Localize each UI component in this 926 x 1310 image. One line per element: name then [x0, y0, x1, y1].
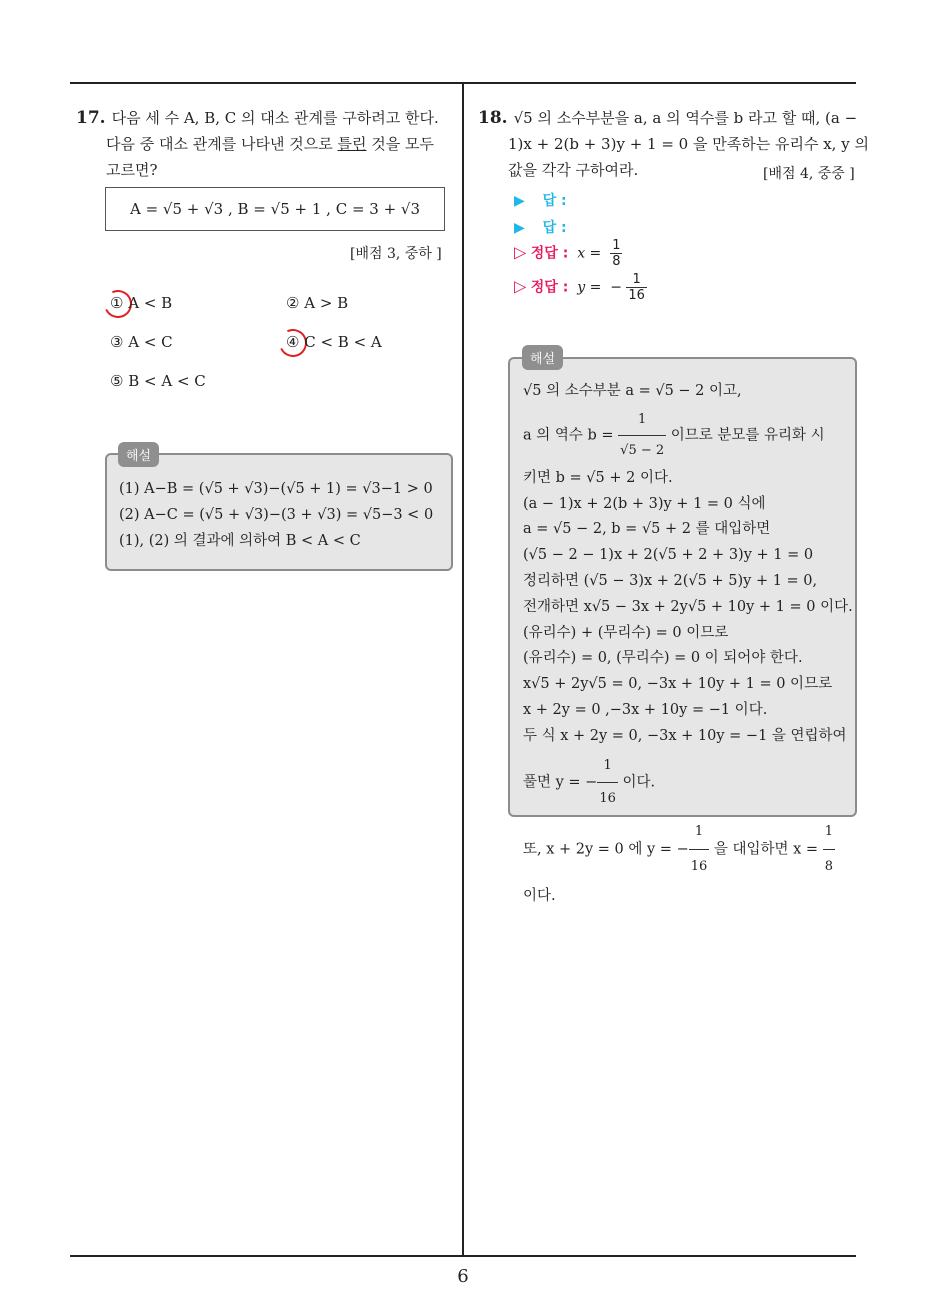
question-17-solution-panel	[105, 453, 453, 571]
question-18-line3: 값을 각각 구하여라.	[508, 161, 639, 179]
answer-label-2: 답 :	[542, 220, 567, 236]
answer-1-fraction: $\frac{1}{8}$	[612, 238, 621, 269]
question-17-score: [배점 3, 중하 ]	[350, 246, 442, 262]
question-17-given-text: A = √5 + √3 , B = √5 + 1 , C = 3 + √3	[129, 200, 421, 218]
answer-row-1	[514, 190, 567, 210]
question-17-line2-post: 것을 모두	[366, 135, 434, 153]
solution-18-line14: 풀면 y = − $\frac{1}{16}$ 이다.	[523, 750, 853, 815]
solution-18-line2: a 의 역수 b = $\frac{1}{√5 - 2}$ 이므로 분모를 유리화 시	[523, 405, 853, 466]
option-5[interactable]: ⑤ B < A < C	[110, 372, 206, 390]
solution-17-line1: (1) A−B = (√5 + √3)−(√5 + 1) = √3−1 > 0	[119, 481, 433, 497]
page-number: 6	[457, 1266, 469, 1287]
question-18-line1: √5 의 소수부분을 a, a 의 역수를 b 라고 할 때, (a −	[513, 109, 858, 127]
solution-18-y-fraction-2: $\frac{1}{16}$	[689, 815, 710, 884]
correct-label-1: 정답 :	[530, 245, 569, 262]
solution-17-line2: (2) A−C = (√5 + √3)−(3 + √3) = √5−3 < 0	[119, 506, 434, 523]
answer-2-lhs: y =	[577, 279, 602, 296]
answer-1-lhs: x =	[577, 245, 602, 262]
play-arrow-icon: ▶	[514, 220, 525, 236]
answer-2-sign: −	[610, 279, 622, 296]
outline-arrow-icon: ▷	[514, 276, 527, 296]
solution-18-line8: 전개하면 x√5 − 3x + 2y√5 + 10y + 1 = 0 이다.	[523, 598, 853, 615]
solution-18-line12: x + 2y = 0 ,−3x + 10y = −1 이다.	[523, 701, 768, 718]
solution-18-line9: (유리수) + (무리수) = 0 이므로	[523, 624, 729, 641]
solution-18-line11: x√5 + 2y√5 = 0, −3x + 10y + 1 = 0 이므로	[523, 676, 833, 693]
question-17-underlined: 틀린	[337, 135, 367, 153]
solution-18-line16: 이다.	[523, 887, 556, 904]
solution-18-x-fraction: $\frac{1}{8}$	[823, 815, 835, 884]
question-17-line3: 고르면?	[106, 161, 158, 179]
correct-answer-2	[514, 272, 647, 303]
answer-label-1: 답 :	[542, 193, 567, 209]
solution-18-reciprocal-fraction: $\frac{1}{√5 - 2}$	[618, 405, 666, 466]
bottom-rule	[70, 1255, 856, 1257]
outline-arrow-icon: ▷	[514, 242, 527, 262]
correct-label-2: 정답 :	[530, 279, 569, 296]
solution-18-line4: (a − 1)x + 2(b + 3)y + 1 = 0 식에	[523, 495, 766, 512]
option-3[interactable]: ③ A < C	[110, 333, 173, 351]
solution-18-line3: 키면 b = √5 + 2 이다.	[523, 469, 673, 486]
question-17	[76, 105, 456, 183]
solution-17-tag: 해설	[118, 442, 159, 467]
answer-row-2	[514, 217, 567, 237]
answer-2-fraction: $\frac{1}{16}$	[628, 272, 645, 303]
option-4[interactable]: ④ C < B < A	[286, 333, 382, 351]
solution-18-line13: 두 식 x + 2y = 0, −3x + 10y = −1 을 연립하여	[523, 727, 847, 744]
solution-18-y-fraction: $\frac{1}{16}$	[597, 750, 618, 815]
question-17-line2-pre: 다음 중 대소 관계를 나타낸 것으로	[106, 135, 338, 153]
question-17-given-box	[105, 187, 445, 231]
solution-18-line7: 정리하면 (√5 − 3)x + 2(√5 + 5)y + 1 = 0,	[523, 572, 818, 589]
question-18-solution-panel	[508, 357, 857, 904]
solution-18-line5: a = √5 − 2, b = √5 + 2 를 대입하면	[523, 521, 771, 538]
solution-18-line15: 또, x + 2y = 0 에 y = − $\frac{1}{16}$ 을 대입하면 x = $\frac{1}{8}$	[523, 815, 853, 884]
question-17-line1: 다음 세 수 A, B, C 의 대소 관계를 구하려고 한다.	[111, 109, 439, 127]
play-arrow-icon: ▶	[514, 193, 525, 209]
correct-answer-1	[514, 238, 622, 269]
question-18-number: 18.	[478, 108, 508, 128]
question-18-score: [배점 4, 중중 ]	[763, 166, 855, 182]
solution-18-line1: √5 의 소수부분 a = √5 − 2 이고,	[523, 383, 742, 399]
solution-18-line10: (유리수) = 0, (무리수) = 0 이 되어야 한다.	[523, 650, 803, 667]
column-divider	[462, 84, 464, 1256]
option-1[interactable]: ① A < B	[110, 294, 173, 312]
solution-17-line3: (1), (2) 의 결과에 의하여 B < A < C	[119, 532, 361, 549]
question-18-line2: 1)x + 2(b + 3)y + 1 = 0 을 만족하는 유리수 x, y 의	[508, 135, 869, 153]
solution-18-tag: 해설	[522, 345, 563, 370]
option-2[interactable]: ② A > B	[286, 294, 349, 312]
question-17-number: 17.	[76, 108, 106, 128]
solution-18-line6: (√5 − 2 − 1)x + 2(√5 + 2 + 3)y + 1 = 0	[523, 547, 814, 564]
